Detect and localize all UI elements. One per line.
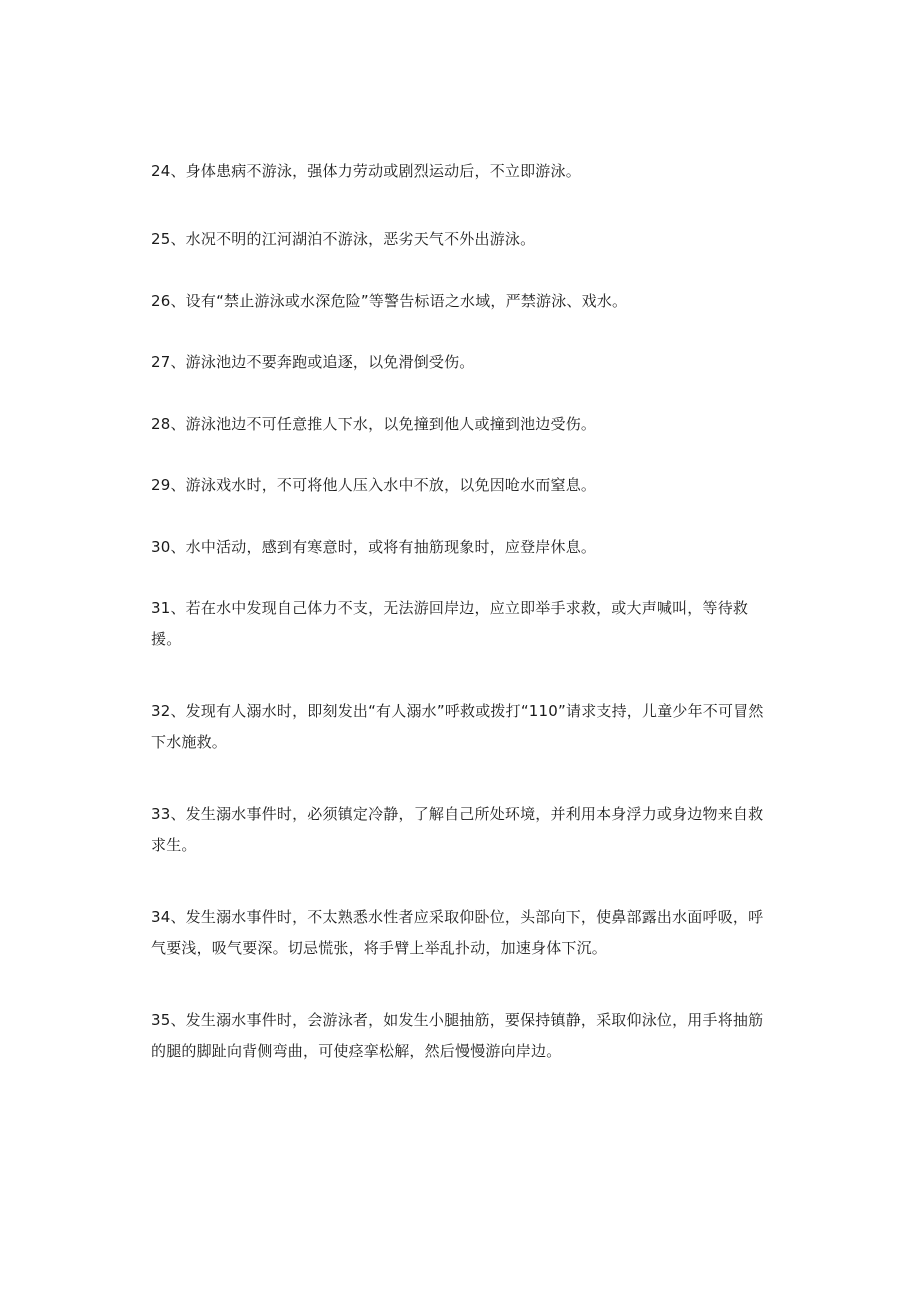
safety-rule-33: 33、发生溺水事件时，必须镇定冷静，了解自己所处环境，并利用本身浮力或身边物来自救求生。: [151, 805, 764, 854]
safety-rule-31: 31、若在水中发现自己体力不支，无法游回岸边，应立即举手求救，或大声喊叫，等待救援。: [151, 599, 749, 648]
safety-rule-29: 29、游泳戏水时，不可将他人压入水中不放，以免因呛水而窒息。: [151, 476, 597, 494]
safety-rule-24: 24、身体患病不游泳，强体力劳动或剧烈运动后，不立即游泳。: [151, 162, 581, 180]
safety-rule-35: 35、发生溺水事件时，会游泳者，如发生小腿抽筋，要保持镇静，采取仰泳位，用手将抽筋的腿的脚趾向背侧弯曲，可使痉挛松解，然后慢慢游向岸边。: [151, 1011, 764, 1060]
safety-rule-25: 25、水况不明的江河湖泊不游泳，恶劣天气不外出游泳。: [151, 230, 536, 248]
safety-rule-34: 34、发生溺水事件时，不太熟悉水性者应采取仰卧位，头部向下，使鼻部露出水面呼吸，呼气要浅，吸气要深。切忌慌张，将手臂上举乱扑动，加速身体下沉。: [151, 908, 764, 957]
safety-rule-30: 30、水中活动，感到有寒意时，或将有抽筋现象时，应登岸休息。: [151, 538, 597, 556]
safety-rule-27: 27、游泳池边不要奔跑或追逐，以免滑倒受伤。: [151, 353, 475, 371]
safety-rule-28: 28、游泳池边不可任意推人下水，以免撞到他人或撞到池边受伤。: [151, 415, 597, 433]
safety-rule-32: 32、发现有人溺水时，即刻发出“有人溺水”呼救或拨打“110”请求支持，儿童少年不可冒然下水施救。: [151, 702, 764, 751]
safety-rule-26: 26、设有“禁止游泳或水深危险”等警告标语之水域，严禁游泳、戏水。: [151, 292, 628, 310]
